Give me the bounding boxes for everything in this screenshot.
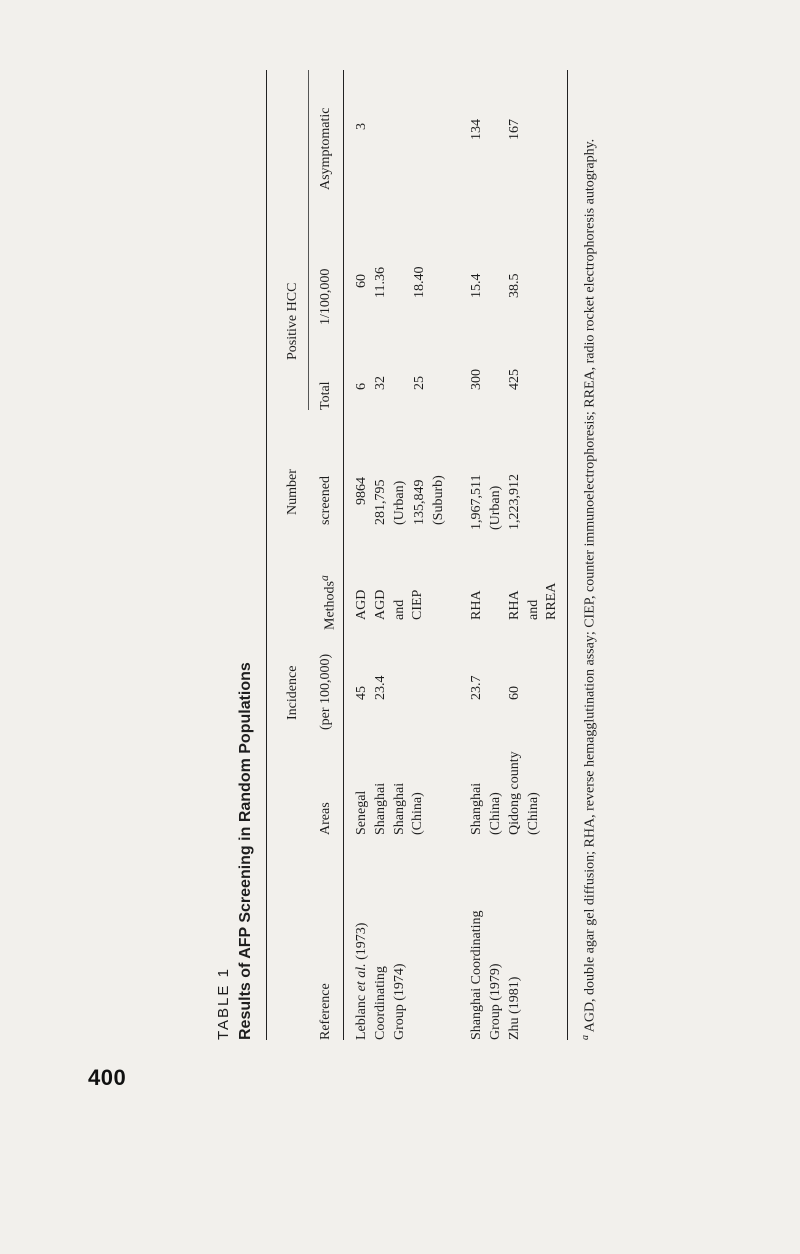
header-reference: Reference xyxy=(318,983,333,1040)
row5-methods xyxy=(506,583,562,620)
row4-total: 300 xyxy=(469,369,484,390)
row2-reference-line2: Group (1974) xyxy=(391,963,407,1040)
row2-incidence: 23.4 xyxy=(373,675,388,700)
row3-number-value: 135,849 xyxy=(412,479,427,525)
row2-reference xyxy=(372,963,409,1040)
row3-total: 25 xyxy=(412,376,427,390)
row2-reference-line1: Coordinating xyxy=(373,966,388,1040)
rotated-table-frame xyxy=(210,60,615,1050)
row4-methods: RHA xyxy=(469,590,484,620)
row4-reference-line1: Shanghai Coordinating xyxy=(469,910,484,1040)
page-number: 400 xyxy=(88,1065,127,1090)
table-top-rule xyxy=(266,70,267,1040)
table-bottom-rule xyxy=(567,70,568,1040)
row5-methods-line2: and xyxy=(525,599,541,620)
row2-area-line3: (China) xyxy=(410,792,425,835)
row5-area xyxy=(506,751,543,835)
row1-reference-year: (1973) xyxy=(354,922,369,964)
row5-incidence: 60 xyxy=(507,686,522,700)
table-header-rule xyxy=(343,70,344,1040)
table-label: TABLE 1 xyxy=(215,967,232,1040)
row4-reference-line2: Group (1979) xyxy=(487,963,503,1040)
row1-methods: AGD xyxy=(354,589,369,620)
row5-per-100000: 38.5 xyxy=(507,273,522,298)
row2-area-line1: Shanghai xyxy=(373,782,388,835)
row1-area: Senegal xyxy=(354,790,369,835)
header-total: Total xyxy=(318,381,333,410)
row5-number-screened: 1,223,912 xyxy=(507,474,522,530)
row1-total: 6 xyxy=(354,383,369,390)
row4-number-note: (Urban) xyxy=(487,485,503,530)
header-methods-label: Methods xyxy=(322,581,338,630)
row3-number-note: (Suburb) xyxy=(430,475,446,525)
row3-number-screened xyxy=(411,475,448,525)
row4-incidence: 23.7 xyxy=(469,675,484,700)
footnote-marker: a xyxy=(580,1035,591,1040)
row2-area-line2: Shanghai xyxy=(391,782,407,835)
row2-per-100000: 11.36 xyxy=(373,267,388,298)
row5-asymptomatic: 167 xyxy=(507,119,522,140)
row2-area xyxy=(372,783,428,835)
header-areas: Areas xyxy=(318,802,333,835)
row1-number-screened: 9864 xyxy=(354,477,369,505)
row1-reference-author: Leblanc xyxy=(354,991,369,1040)
row5-reference: Zhu (1981) xyxy=(507,976,522,1040)
header-methods-footnote-marker: a xyxy=(318,575,331,581)
header-screened: screened xyxy=(318,476,333,525)
header-per-100000: 1/100,000 xyxy=(318,268,333,325)
table-footnote xyxy=(580,139,599,1040)
row1-incidence: 45 xyxy=(354,686,369,700)
row2-methods-line1: AGD xyxy=(373,589,388,620)
row4-area-line2: (China) xyxy=(487,792,503,835)
row5-methods-line1: RHA xyxy=(507,590,522,620)
row4-number-value: 1,967,511 xyxy=(469,474,484,530)
header-methods xyxy=(318,575,339,630)
row2-number-note: (Urban) xyxy=(391,480,407,525)
row4-per-100000: 15.4 xyxy=(469,273,484,298)
row2-number-value: 281,795 xyxy=(373,479,388,525)
row2-methods-line2: and xyxy=(391,599,407,620)
row1-asymptomatic: 3 xyxy=(354,123,369,130)
row4-area xyxy=(468,783,505,835)
row4-asymptomatic: 134 xyxy=(469,119,484,140)
header-positive-hcc-rule xyxy=(308,70,309,410)
header-number: Number xyxy=(285,469,300,515)
row4-area-line1: Shanghai xyxy=(469,782,484,835)
row1-reference-etal: et al. xyxy=(354,963,369,992)
row2-number-screened xyxy=(372,480,409,526)
row2-methods xyxy=(372,590,428,620)
row2-methods-line3: CIEP xyxy=(410,589,425,620)
row4-number-screened xyxy=(468,475,505,530)
row1-reference xyxy=(353,923,372,1040)
header-positive-hcc: Positive HCC xyxy=(285,282,300,360)
header-incidence-unit: (per 100,000) xyxy=(318,653,333,730)
row4-reference xyxy=(468,911,505,1041)
footnote-text: AGD, double agar gel diffusion; RHA, reverse hemagglutination assay; CIEP, counter immunoelectrophoresis; RREA, radio rocket electrophoresis autography. xyxy=(582,138,598,1035)
row2-total: 32 xyxy=(373,376,388,390)
table-title: Results of AFP Screening in Random Populations xyxy=(237,662,254,1040)
header-asymptomatic: Asymptomatic xyxy=(318,107,333,190)
row5-area-line1: Qidong county xyxy=(507,751,522,835)
header-incidence: Incidence xyxy=(285,665,300,720)
row5-total: 425 xyxy=(507,369,522,390)
row5-area-line2: (China) xyxy=(525,792,541,835)
row3-per-100000: 18.40 xyxy=(412,266,427,298)
row5-methods-line3: RREA xyxy=(544,582,559,620)
row1-per-100000: 60 xyxy=(354,274,369,288)
